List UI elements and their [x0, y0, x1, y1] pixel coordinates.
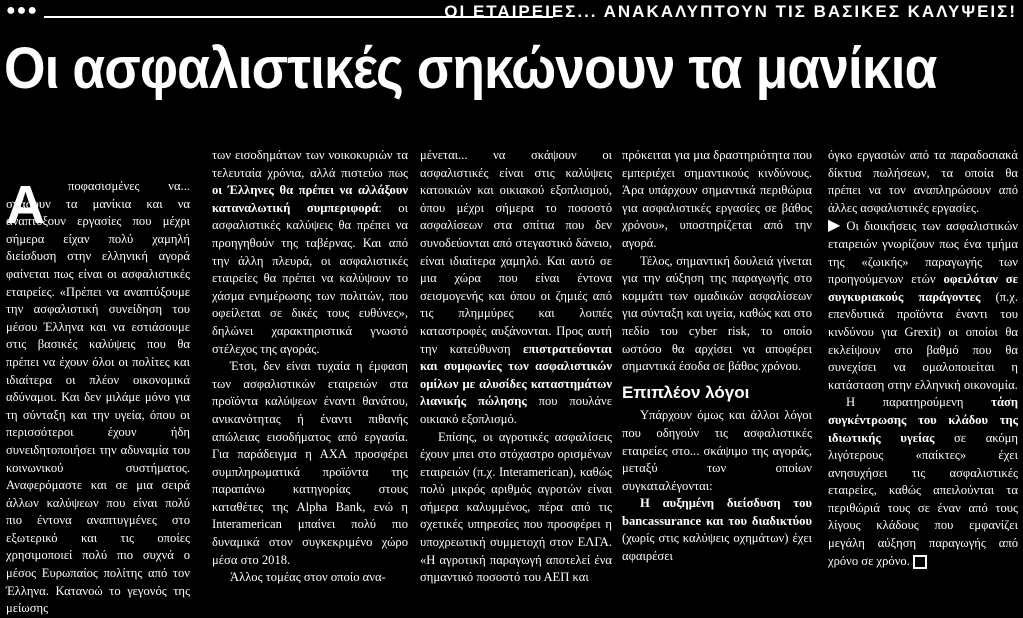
paragraph: [622, 495, 812, 565]
text: μένεται... να σκάψουν οι ασφαλιστικές είναι στις καλύψεις κατοικιών και οικιακού εξοπλισμού, όπου μέχρι σήμερα το ποσοστό ασφαλίσεων στα σπίτια που δεν συνοδεύονται από στεγαστικό δάνειο, είναι ιδιαίτερα χαμηλό. Και αυτό σε μια χώρα που είναι έντονα σεισμογενής και όπου οι ζημιές από τις πλημμύρες και λοιπές καταστροφές αυξάνονται. Προς αυτή την κατεύθυνση: [420, 148, 612, 356]
paragraph: [828, 217, 1018, 394]
column-1: [6, 178, 190, 618]
column-2: [212, 147, 408, 587]
headline: Οι ασφαλιστικές σηκώνουν τα μανίκια: [4, 36, 937, 101]
column-3: [420, 147, 612, 587]
end-mark-icon: [913, 555, 927, 569]
bold-text: επιστρατεύονται και συμφωνίες των ασφαλιστικών ομίλων με αλυσίδες καταστημάτων λιανικής πώλησης: [420, 341, 612, 409]
dropcap: Α: [6, 175, 45, 235]
bold-text: τάση συγκέντρωσης του κλάδου της ιδιωτικής υγείας: [828, 395, 1018, 445]
text: σε ακόμη λιγότερους «παίκτες» έχει ανησυχήσει τις ασφαλιστικές εταιρείες, καθώς απειλούνται τα περιθώριά τους σε έναν από τους λίγους κλάδους που εμφανίζει μεγάλη αύξηση παραγωγής από χρόνο σε χρόνο.: [828, 430, 1019, 568]
paragraph: Έτσι, δεν είναι τυχαία η έμφαση των ασφαλιστικών εταιρειών στα προϊόντα καλύψεων έναντι θανάτου, ανικανότητας ή έναντι πιθανής απώλειας εισοδήματος από εργασία. Για παράδειγμα η ΑΧΑ προσφέρει συμπληρωματικά προϊόντα της παραπάνω κατηγορίας στους καταθέτες της Alpha Bank, ενώ η Interamerican μπαίνει πολύ πιο δυναμικά στον συγκεκριμένο χώρο μέσα στο 2018.: [212, 359, 408, 567]
text: Η παρατηρούμενη: [846, 395, 964, 410]
text: (χωρίς στις καλύψεις οχημάτων) έχει αφαιρέσει: [622, 531, 812, 564]
header-bar: [0, 0, 1023, 26]
paragraph: ποφασισμένες να... σπάσουν τα μανίκια και να αναπτύξουν εργασίες που μέχρι σήμερα είχαν πολύ χαμηλή διείσδυση στην ελληνική αγορά φαίνεται πως είναι οι ασφαλιστικές εταιρείες. «Πρέπει να αναπτύξουμε την ασφαλιστική συνείδηση του μέσου Έλληνα και να εστιάσουμε στις βασικές καλύψεις που θα πρέπει να έχουν όλοι οι πολίτες και ιδιαίτερα οι πλέον οικονομικά αδύναμοι. Και δεν μιλάμε μόνο για τη σύνταξη και την υγεία, όπου οι περισσότεροι έχουν ήδη συνειδητοποιήσει την αδυναμία του κοινωνικού συστήματος. Αναφερόμαστε και σε μια σειρά άλλων καλύψεων που είναι πολύ πιο έντονα αναπτυγμένες στο εξωτερικό και τις οποίες χρησιμοποιεί πολύ πιο συχνά ο μέσος Ευρωπαίος πολίτης από τον Έλληνα. Κατανοώ το γεγονός της μείωσης: [6, 179, 190, 616]
column-4: [622, 147, 812, 566]
paragraph: πρόκειται για μια δραστηριότητα που εμπεριέχει σημαντικούς κινδύνους. Άρα υπάρχουν σημαντικά περιθώρια για ασφαλιστικές εργασίες σε βάθος χρόνου», υποστηρίζεται από την αγορά.: [622, 148, 812, 250]
subheading: Επιπλέον λόγοι: [622, 382, 750, 402]
paragraph: όγκο εργασιών από τα παραδοσιακά δίκτυα πωλήσεων, τα οποία θα πρέπει να τον αναπληρώσουν από άλλες ασφαλιστικές εργασίες.: [828, 148, 1018, 215]
text: (π.χ. επενδυτικά προϊόντα έναντι του κινδύνου για Grexit) οι οποίοι θα εκλείψουν στο βαθμό που θα συνεχίσει να ομαλοποιείται η κατάσταση στην ελληνική οικονομία.: [828, 289, 1018, 392]
kicker: ΟΙ ΕΤΑΙΡΕΙΕΣ... ΑΝΑΚΑΛΥΠΤΟΥΝ ΤΙΣ ΒΑΣΙΚΕΣ ΚΑΛΥΨΕΙΣ!: [444, 2, 1017, 21]
bold-text: Η αυξημένη διείσδυση του bancassurance και του διαδικτύου: [622, 496, 812, 528]
paragraph: Υπάρχουν όμως και άλλοι λόγοι που οδηγούν τις ασφαλιστικές εταιρείες στο... σκάψιμο της αγοράς, μεταξύ των οποίων συγκαταλέγονται:: [622, 408, 812, 493]
column-5: [828, 147, 1018, 570]
bold-text: οφειλόταν σε συγκυριακούς παράγοντες: [828, 272, 1018, 304]
arrow-icon: ▶: [828, 217, 843, 235]
paragraph: [828, 394, 1018, 570]
bullets-decoration: ●●●: [6, 2, 38, 19]
text: των εισοδημάτων των νοικοκυριών τα τελευταία χρόνια, αλλά πιστεύω πως: [212, 148, 408, 180]
paragraph: Τέλος, σημαντική δουλειά γίνεται για την αύξηση της παραγωγής στο κομμάτι των ομαδικών ασφαλίσεων για σύνταξη και υγεία, καθώς και στο πεδίο του cyber risk, το οποίο ωστόσο θα αρχίσει να αποφέρει σημαντικά έσοδα σε βάθος χρόνου.: [622, 253, 812, 374]
paragraph: Άλλος τομέας στον οποίο ανα-: [230, 570, 386, 585]
paragraph: Επίσης, οι αγροτικές ασφαλίσεις έχουν μπει στο στόχαστρο ορισμένων εταιρειών (π.χ. Interamerican), καθώς πολύ μικρός αριθμός αγροτών είναι σήμερα καλυμμένος, πέρα από τις σχετικές υπηρεσίες που προσφέρει η υποχρεωτική συμμετοχή στον ΕΛΓΑ. «Η αγροτική παραγωγή αποτελεί ένα σημαντικό ποσοστό του ΑΕΠ και: [420, 429, 612, 585]
text: : οι ασφαλιστικές καλύψεις θα πρέπει να προηγηθούν της ταβέρνας. Και από την άλλη πλευρά, οι ασφαλιστικές εταιρείες θα πρέπει να καλύψουν το χάσμα ενημέρωσης των πολιτών, που οφείλεται σε δικές τους ευθύνες», δηλώνει χαρακτηριστικά γνωστό στέλεχος της αγοράς.: [212, 200, 408, 356]
text: Οι διοικήσεις των ασφαλιστικών εταιρειών γνωρίζουν πως ένα τμήμα της «ζωικής» παραγωγής των προηγούμενων ετών: [828, 219, 1018, 287]
paragraph: [212, 147, 408, 358]
paragraph: [420, 147, 612, 429]
bold-text: οι Έλληνες θα πρέπει να αλλάξουν καταναλωτική συμπεριφορά: [212, 183, 408, 215]
text: που πουλάνε οικιακό εξοπλισμό.: [420, 394, 612, 426]
